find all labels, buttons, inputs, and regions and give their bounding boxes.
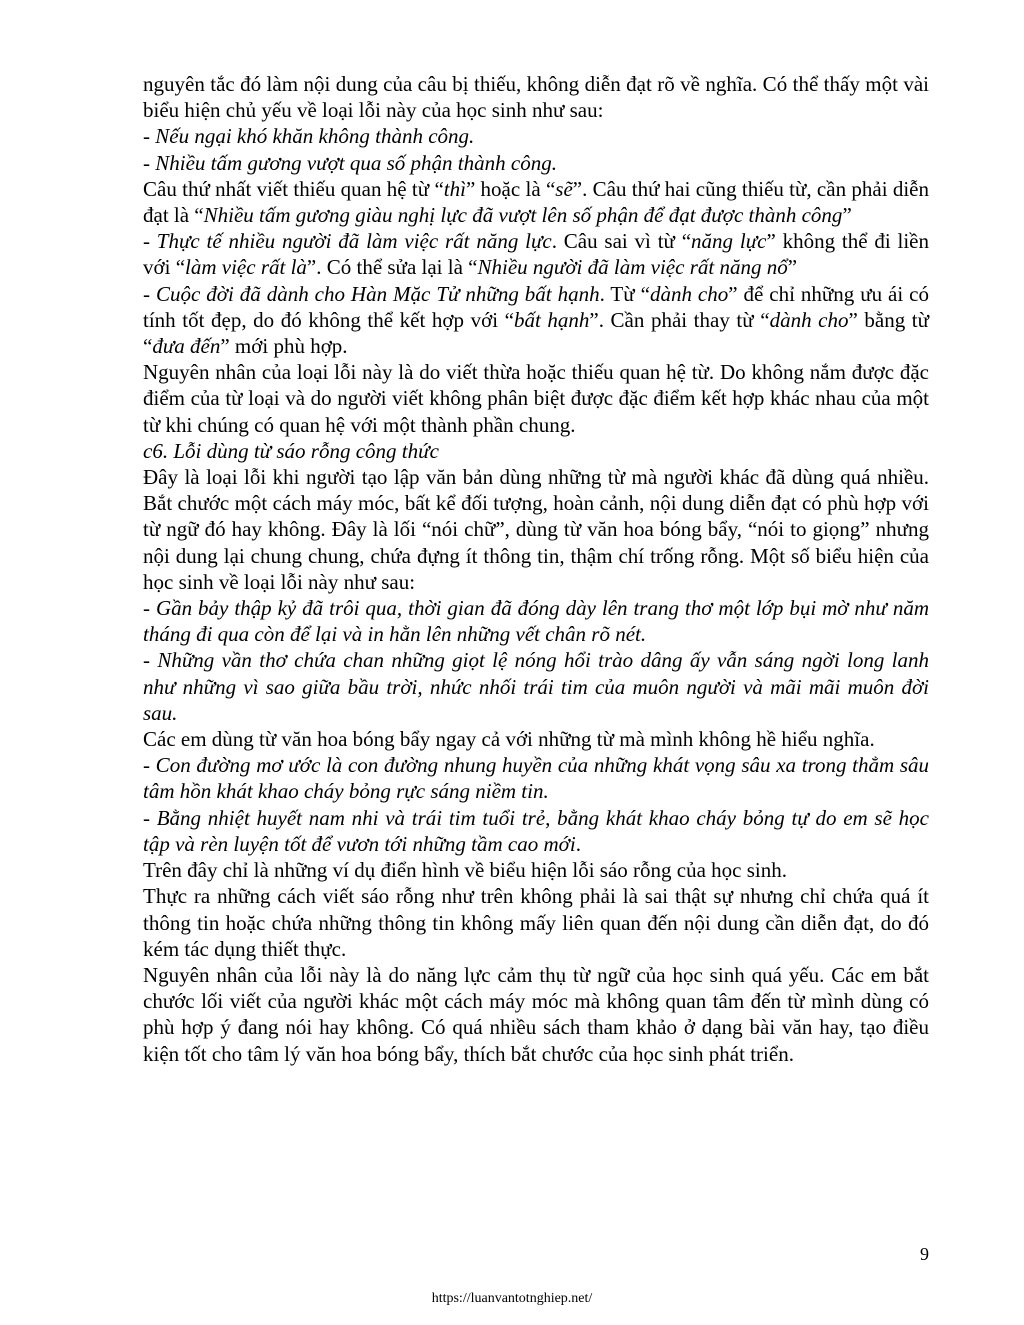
text-run: ”	[787, 255, 798, 280]
italic-text: c6. Lỗi dùng từ sáo rỗng công thức	[143, 438, 439, 463]
text-run: . Từ “	[599, 281, 650, 306]
paragraph	[143, 752, 929, 804]
text-run: Các em dùng từ văn hoa bóng bẩy ngay cả với những từ mà mình không hề hiểu nghĩa.	[143, 727, 875, 752]
paragraph	[143, 464, 929, 595]
page-number: 9	[920, 1244, 929, 1264]
paragraph	[143, 883, 929, 962]
footer-url: https://luanvantotnghiep.net/	[431, 1291, 593, 1306]
section-heading	[143, 438, 929, 464]
text-run: . Câu sai vì từ “	[551, 229, 692, 254]
text-run: ” hoặc là “	[465, 176, 556, 201]
text-run: ” mới phù hợp.	[220, 334, 348, 359]
italic-text: - Bằng nhiệt huyết nam nhi và trái tim tuổi trẻ, bằng khát khao cháy bỏng tự do em sẽ học tập và rèn luyện tốt để vươn tới những tầm cao mới	[143, 805, 929, 856]
text-run: Nguyên nhân của loại lỗi này là do viết thừa hoặc thiếu quan hệ từ. Do không nắm được đặc điểm của từ loại và do người viết không phân biệt được đặc điểm kết hợp khác nhau của một từ khi chúng có quan hệ với một thành phần chung.	[143, 360, 929, 437]
italic-text: - Thực tế nhiều người đã làm việc rất năng lực	[143, 229, 552, 254]
paragraph	[143, 595, 929, 647]
italic-text: dành cho	[769, 307, 849, 332]
italic-text: năng lực	[691, 229, 767, 254]
paragraph	[143, 359, 929, 438]
text-run: Thực ra những cách viết sáo rỗng như trên không phải là sai thật sự nhưng chỉ chứa quá ít thông tin hoặc chứa những thông tin không mấy liên quan đến nội dung cần diễn đạt, do đó kém tác dụng thiết thực.	[143, 884, 929, 961]
paragraph	[143, 805, 929, 857]
paragraph	[143, 176, 929, 228]
text-run: ”	[842, 203, 852, 228]
paragraph	[143, 647, 929, 726]
italic-text: thì	[443, 176, 466, 201]
italic-text: bất hạnh	[513, 307, 590, 332]
text-run: ” bằng từ “	[143, 307, 930, 359]
italic-text: dành cho	[649, 281, 729, 306]
paragraph	[143, 726, 929, 752]
italic-text: Nhiều tấm gương giàu nghị lực đã vượt lên số phận để đạt được thành công	[203, 203, 843, 228]
text-run: ”. Có thể sửa lại là “	[306, 255, 478, 280]
paragraph	[143, 962, 929, 1067]
text-run: ”. Cần phải thay từ “	[589, 307, 770, 332]
italic-text: - Con đường mơ ước là con đường nhung huyền của những khát vọng sâu xa trong thẳm sâu tâm hồn khát khao cháy bỏng rực sáng niềm tin.	[143, 753, 929, 804]
italic-text: làm việc rất là	[185, 255, 307, 280]
italic-text: đưa đến	[152, 334, 221, 359]
text-run: ” không thể đi liền với “	[143, 229, 929, 280]
italic-text: - Gần bảy thập kỷ đã trôi qua, thời gian đã đóng dày lên trang thơ một lớp bụi mờ như năm tháng đi qua còn để lại và in hằn lên những vết chân rõ nét.	[143, 596, 929, 647]
paragraph	[143, 228, 929, 280]
paragraph	[143, 857, 929, 883]
text-run: .	[575, 831, 581, 856]
italic-text: - Những vần thơ chứa chan những giọt lệ nóng hổi trào dâng ấy vẫn sáng ngời long lanh như những vì sao giữa bầu trời, nhức nhối trái tim của muôn người và mãi mãi muôn đời sau.	[143, 648, 929, 725]
text-run: Trên đây chỉ là những ví dụ điển hình về biểu hiện lỗi sáo rỗng của học sinh.	[143, 858, 787, 883]
text-run: ” để chỉ những ưu ái có tính tốt đẹp, do đó không thể kết hợp với “	[143, 281, 929, 332]
text-run: Câu thứ nhất viết thiếu quan hệ từ “	[143, 176, 444, 201]
paragraph	[143, 123, 929, 149]
italic-text: - Nếu ngại khó khăn không thành công.	[143, 124, 475, 149]
text-run: Nguyên nhân của lỗi này là do năng lực cảm thụ từ ngữ của học sinh quá yếu. Các em bắt chước lối viết của người khác một cách máy móc mà không quan tâm đến từ mình dùng có phù hợp ý đang nói hay không. Có quá nhiều sách tham khảo ở dạng bài văn hay, tạo điều kiện tốt cho tâm lý văn hoa bóng bẩy, thích bắt chước của học sinh phát triển.	[143, 962, 929, 1066]
italic-text: - Nhiều tấm gương vượt qua số phận thành công.	[143, 150, 557, 175]
paragraph	[143, 281, 929, 360]
text-run: ”. Câu thứ hai cũng thiếu từ, cần phải diễn đạt là “	[143, 176, 929, 228]
paragraph	[143, 150, 929, 176]
text-run: Đây là loại lỗi khi người tạo lập văn bản dùng những từ mà người khác đã dùng quá nhiều. Bắt chước một cách máy móc, bất kể đối tượng, hoàn cảnh, nội dung diễn đạt có phù hợp với từ ngữ đó hay không. Đây là lối “nói chữ”, dùng từ văn hoa bóng bẩy, “nói to giọng” nhưng nội dung lại chung chung, chứa đựng ít thông tin, thậm chí trống rỗng. Một số biểu hiện của học sinh về loại lỗi này như sau:	[143, 465, 929, 594]
body-text	[143, 71, 929, 1067]
italic-text: sẽ	[555, 176, 573, 201]
italic-text: - Cuộc đời đã dành cho Hàn Mặc Tử những bất hạnh	[143, 281, 600, 306]
text-run: nguyên tắc đó làm nội dung của câu bị thiếu, không diễn đạt rõ về nghĩa. Có thể thấy một vài biểu hiện chủ yếu về loại lỗi này của học sinh như sau:	[143, 72, 929, 123]
paragraph	[143, 71, 929, 123]
italic-text: Nhiều người đã làm việc rất năng nổ	[477, 255, 788, 280]
